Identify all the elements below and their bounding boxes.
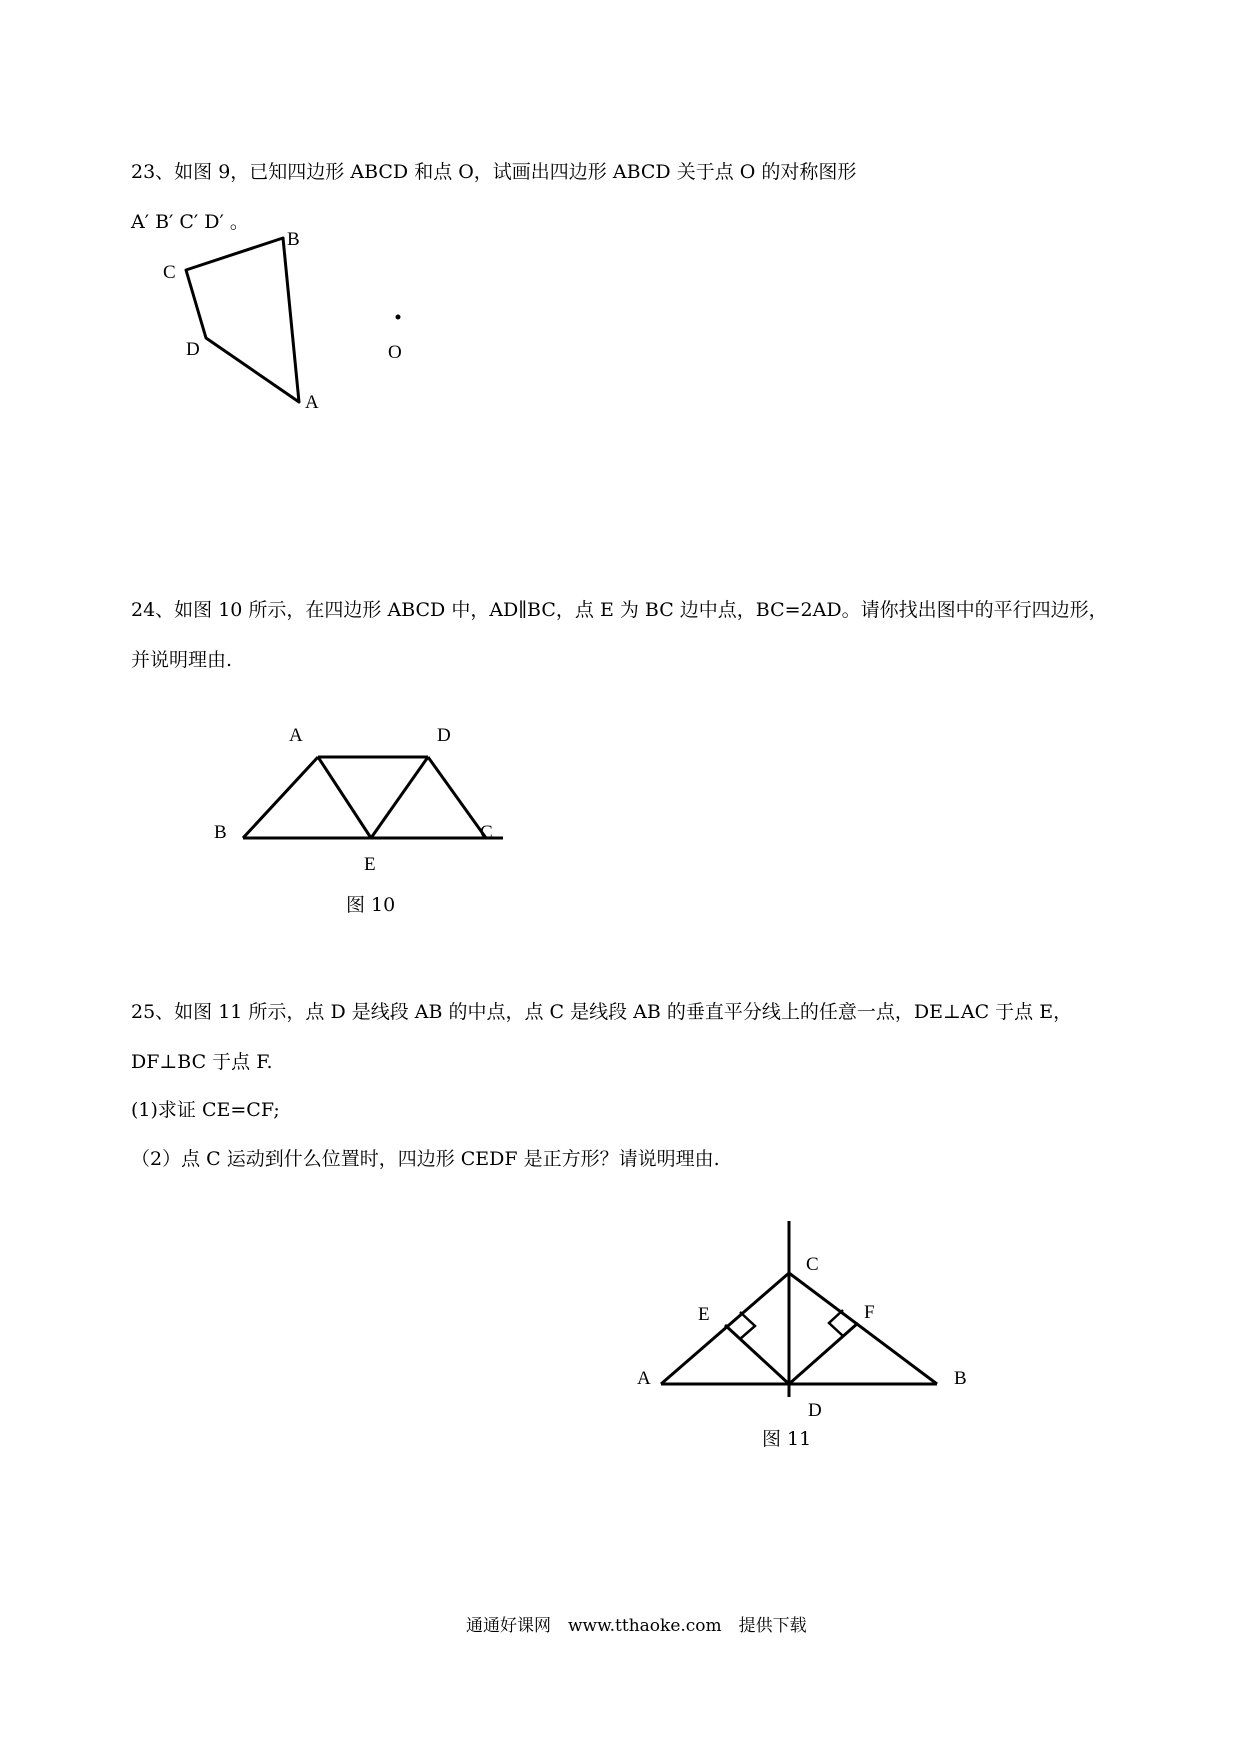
q23-text-line1: 23、如图 9，已知四边形 ABCD 和点 O，试画出四边形 ABCD 关于点 O 的对称图形: [131, 161, 857, 183]
footer-credit: 通通好课网 www.tthaoke.com 提供下载: [466, 1616, 807, 1636]
right-angle-mark-e: [740, 1312, 755, 1339]
q25-part2: （2）点 C 运动到什么位置时，四边形 CEDF 是正方形？请说明理由.: [131, 1148, 720, 1170]
label-a: A: [305, 392, 319, 413]
segment-de: [725, 1325, 789, 1384]
label-b: B: [287, 229, 300, 250]
label-c: C: [163, 262, 176, 283]
label-d: D: [437, 725, 451, 746]
label-d: D: [186, 339, 200, 360]
label-f: F: [864, 1302, 875, 1323]
label-c: C: [480, 822, 493, 843]
label-a: A: [289, 725, 303, 746]
figure-10-caption: 图 10: [346, 894, 396, 916]
q23-text-line2: A′ B′ C′ D′ 。: [131, 211, 249, 233]
q25-text-line2: DF⊥BC 于点 F.: [131, 1051, 273, 1073]
segment-cb: [789, 1273, 937, 1384]
q25-part1: (1)求证 CE=CF;: [131, 1099, 280, 1121]
label-e: E: [698, 1304, 710, 1325]
q25-text-line1: 25、如图 11 所示，点 D 是线段 AB 的中点，点 C 是线段 AB 的垂直平分线上的任意一点，DE⊥AC 于点 E，: [131, 1001, 1073, 1023]
label-b: B: [954, 1368, 967, 1389]
q24-text-line1: 24、如图 10 所示，在四边形 ABCD 中，AD∥BC，点 E 为 BC 边中点，BC=2AD。请你找出图中的平行四边形，: [131, 599, 1108, 621]
label-b: B: [214, 822, 227, 843]
q24-text-line2: 并说明理由.: [131, 649, 233, 671]
label-o: O: [388, 342, 402, 363]
label-d: D: [808, 1400, 822, 1421]
figure-11-caption: 图 11: [762, 1428, 812, 1450]
label-a: A: [637, 1368, 651, 1389]
segment-df: [789, 1323, 858, 1384]
label-c: C: [806, 1254, 819, 1275]
right-angle-mark-f: [829, 1310, 843, 1336]
label-e: E: [364, 854, 376, 875]
